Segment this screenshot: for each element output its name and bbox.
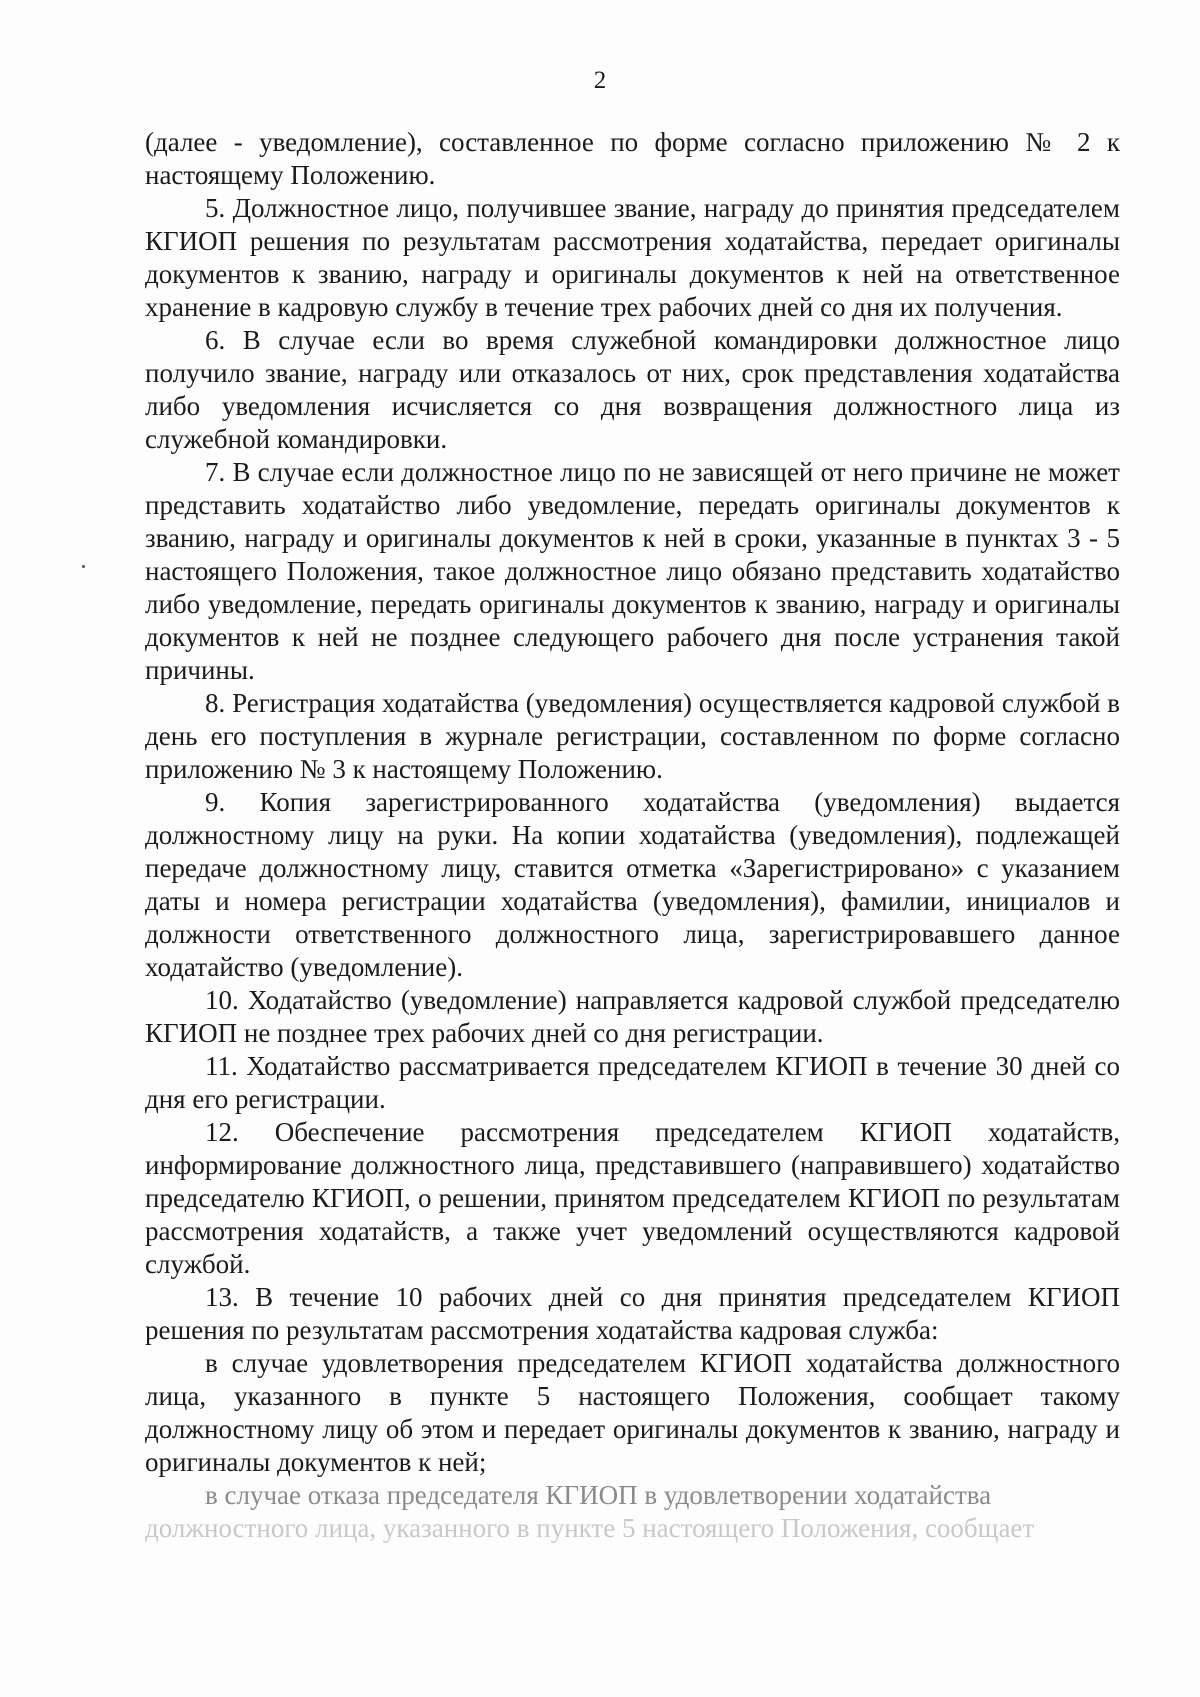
paragraph-13: 13. В течение 10 рабочих дней со дня принятия председателем КГИОП решения по результатам рассмотрения ходатайства кадровая служба: <box>145 1282 1120 1345</box>
paragraph-9: 9. Копия зарегистрированного ходатайства (уведомления) выдается должностному лицу на руки. На копии ходатайства (уведомления), подлежащей передаче должностному лицу, ставится отметка «Зарегистрировано» с указанием даты и номера регистрации ходатайства (уведомления), фамилии, инициалов и должности ответственного должностного лица, зарегистрировавшего данное ходатайство (уведомление). <box>145 787 1120 982</box>
paragraph-13-clause-1: в случае удовлетворения председателем КГИОП ходатайства должностного лица, указанного в пункте 5 настоящего Положения, сообщает такому должностному лицу об этом и передает оригиналы документов к званию, награду и оригиналы документов к ней; <box>145 1348 1120 1477</box>
paragraph-6: 6. В случае если во время служебной командировки должностное лицо получило звание, награду или отказалось от них, срок представления ходатайства либо уведомления исчисляется со дня возвращения должностного лица из служебной командировки. <box>145 325 1120 454</box>
paragraph-8: 8. Регистрация ходатайства (уведомления) осуществляется кадровой службой в день его поступления в журнале регистрации, составленном по форме согласно приложению № 3 к настоящему Положению. <box>145 688 1120 784</box>
page-number: 2 <box>593 67 607 94</box>
paragraph-13-clause-2-line-1: в случае отказа председателя КГИОП в удовлетворении ходатайства <box>205 1480 992 1510</box>
paragraph-continuation: (далее - уведомление), составленное по форме согласно приложению № 2 к настоящему Положению. <box>145 127 1120 190</box>
paragraph-10: 10. Ходатайство (уведомление) направляется кадровой службой председателю КГИОП не позднее трех рабочих дней со дня регистрации. <box>145 985 1120 1048</box>
paragraph-5: 5. Должностное лицо, получившее звание, награду до принятия председателем КГИОП решения по результатам рассмотрения ходатайства, передает оригиналы документов к званию, награду и оригиналы документов к ней на ответственное хранение в кадровую службу в течение трех рабочих дней со дня их получения. <box>145 193 1120 322</box>
paragraph-7: 7. В случае если должностное лицо по не зависящей от него причине не может представить ходатайство либо уведомление, передать оригиналы документов к званию, награду и оригиналы документов к ней в сроки, указанные в пунктах 3 - 5 настоящего Положения, такое должностное лицо обязано представить ходатайство либо уведомление, передать оригиналы документов к званию, награду и оригиналы документов к ней не позднее следующего рабочего дня после устранения такой причины. <box>145 457 1120 685</box>
margin-speck <box>82 565 85 568</box>
paragraph-11: 11. Ходатайство рассматривается председателем КГИОП в течение 30 дней со дня его регистрации. <box>145 1051 1120 1114</box>
paragraph-12: 12. Обеспечение рассмотрения председателем КГИОП ходатайств, информирование должностного лица, представившего (направившего) ходатайство председателю КГИОП, о решении, принятом председателем КГИОП по результатам рассмотрения ходатайств, а также учет уведомлений осуществляются кадровой службой. <box>145 1117 1120 1279</box>
paragraph-13-clause-2-line-2: должностного лица, указанного в пункте 5 настоящего Положения, сообщает <box>145 1513 1035 1543</box>
document-body <box>145 126 1120 1545</box>
